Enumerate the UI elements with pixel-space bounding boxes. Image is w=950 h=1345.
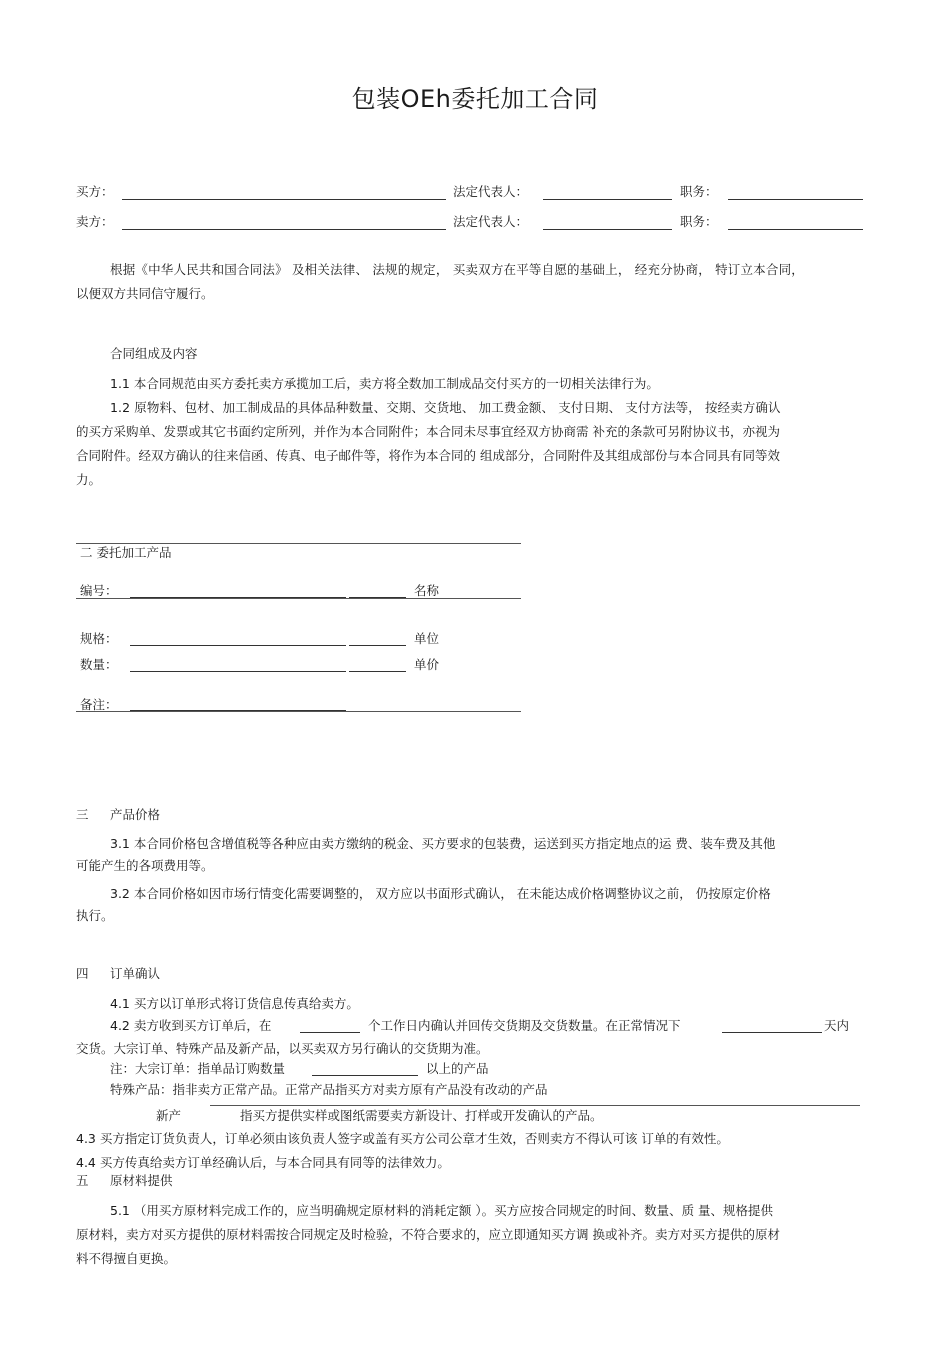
section2-bottom-rule	[76, 711, 521, 712]
product-name-label: 名称	[414, 583, 440, 598]
clause-5-1-line: 5.1 （用买方原材料完成工作的，应当明确规定原材料的消耗定额 ）。买方应按合同规定的时间、数量、质 量、规格提供	[110, 1203, 774, 1218]
seller-legal-rep-field[interactable]	[543, 229, 672, 230]
clause-4-2-part3: 天内	[824, 1018, 850, 1033]
spec-field-ext[interactable]	[349, 645, 406, 646]
section3-body	[76, 832, 775, 928]
clause-4-2-part1: 4.2 卖方收到买方订单后，在	[110, 1018, 272, 1033]
delivery-days-field[interactable]	[722, 1032, 822, 1033]
seller-legal-rep-label: 法定代表人：	[453, 214, 529, 229]
confirm-days-field[interactable]	[300, 1032, 360, 1033]
clause-1-2-line: 力。	[76, 472, 102, 487]
buyer-position-field[interactable]	[728, 199, 863, 200]
section1-body	[76, 372, 781, 492]
clause-4-1: 4.1 买方以订单形式将订货信息传真给卖方。	[110, 996, 359, 1011]
buyer-position-label: 职务：	[680, 184, 718, 199]
seller-label: 卖方：	[76, 214, 114, 229]
clause-3-1-line: 可能产生的各项费用等。	[76, 858, 214, 873]
clause-5-1-line: 原材料，卖方对买方提供的原材料需按合同规定及时检验，不符合要求的，应立即通知买方调 换或补齐。卖方对买方提供的原材	[76, 1227, 780, 1242]
clause-3-2-line: 执行。	[76, 908, 114, 923]
unit-label: 单位	[414, 631, 440, 646]
special-product-note: 特殊产品：指非卖方正常产品。正常产品指买方对卖方原有产品没有改动的产品	[110, 1082, 548, 1097]
section5-body	[76, 1199, 780, 1271]
clause-5-1-line: 料不得擅自更换。	[76, 1251, 177, 1266]
intro-paragraph	[76, 258, 804, 306]
clause-1-1: 1.1 本合同规范由买方委托卖方承揽加工后，卖方将全数加工制成品交付买方的一切相关法律行为。	[110, 376, 659, 391]
bulk-order-note-suffix: 以上的产品	[426, 1061, 489, 1076]
buyer-field[interactable]	[122, 199, 446, 200]
clause-4-2-part2: 个工作日内确认并回传交货期及交货数量。在正常情况下	[368, 1018, 681, 1033]
new-product-desc: 指买方提供实样或图纸需要卖方新设计、打样或开发确认的产品。	[240, 1108, 603, 1123]
product-code-label: 编号：	[80, 583, 118, 598]
clause-4-3: 4.3 买方指定订货负责人，订单必须由该负责人签字或盖有买方公司公章才生效，否则卖方不得认可该 订单的有效性。	[76, 1131, 729, 1146]
clause-1-2-line: 1.2 原物料、包材、加工制成品的具体品种数量、交期、交货地、 加工费金额、 支付日期、 支付方法等， 按经卖方确认	[110, 400, 781, 415]
contract-title: 包装OEh委托加工合同	[351, 85, 599, 113]
bulk-quantity-field[interactable]	[312, 1075, 418, 1076]
section4-number: 四	[76, 966, 89, 981]
buyer-label: 买方：	[76, 184, 114, 199]
unit-price-label: 单价	[414, 657, 440, 672]
quantity-label: 数量：	[80, 657, 118, 672]
spec-label: 规格：	[80, 631, 118, 646]
seller-position-field[interactable]	[728, 229, 863, 230]
product-code-row-rule	[76, 598, 521, 599]
remark-label: 备注：	[80, 697, 118, 712]
clause-1-2-line: 合同附件。经双方确认的往来信函、传真、电子邮件等，将作为本合同的 组成部分，合同附件及其组成部份与本合同具有同等效	[76, 448, 780, 463]
section2-top-rule	[76, 543, 521, 544]
buyer-legal-rep-label: 法定代表人：	[453, 184, 529, 199]
bulk-order-note: 注：大宗订单：指单品订购数量	[110, 1061, 286, 1076]
section4-heading: 订单确认	[110, 966, 161, 981]
clause-4-4: 4.4 买方传真给卖方订单经确认后，与本合同具有同等的法律效力。	[76, 1155, 450, 1170]
seller-field[interactable]	[122, 229, 446, 230]
intro-line: 根据《中华人民共和国合同法》 及相关法律、 法规的规定， 买卖双方在平等自愿的基础上， 经充分协商， 特订立本合同，	[110, 262, 804, 277]
section5-number: 五	[76, 1173, 89, 1188]
section2-heading: 二 委托加工产品	[80, 545, 172, 560]
spec-field[interactable]	[130, 645, 346, 646]
intro-line: 以便双方共同信守履行。	[76, 286, 214, 301]
quantity-field-ext[interactable]	[349, 671, 406, 672]
buyer-legal-rep-field[interactable]	[543, 199, 672, 200]
clause-3-1-line: 3.1 本合同价格包含增值税等各种应由卖方缴纳的税金、买方要求的包装费，运送到买方指定地点的运 费、装车费及其他	[110, 836, 776, 851]
seller-position-label: 职务：	[680, 214, 718, 229]
new-product-rule	[210, 1105, 860, 1106]
section3-heading: 产品价格	[110, 807, 161, 822]
clause-1-2-line: 的买方采购单、发票或其它书面约定所列，并作为本合同附件；本合同未尽事宜经双方协商需 补充的条款可另附协议书，亦视为	[76, 424, 780, 439]
section3-number: 三	[76, 807, 89, 822]
clause-4-2-line2: 交货。大宗订单、特殊产品及新产品，以买卖双方另行确认的交货期为准。	[76, 1041, 489, 1056]
section5-heading: 原材料提供	[110, 1173, 173, 1188]
quantity-field[interactable]	[130, 671, 346, 672]
section1-heading: 合同组成及内容	[110, 346, 198, 361]
clause-3-2-line: 3.2 本合同价格如因市场行情变化需要调整的， 双方应以书面形式确认， 在未能达成价格调整协议之前， 仍按原定价格	[110, 886, 771, 901]
new-product-label: 新产	[156, 1108, 182, 1123]
